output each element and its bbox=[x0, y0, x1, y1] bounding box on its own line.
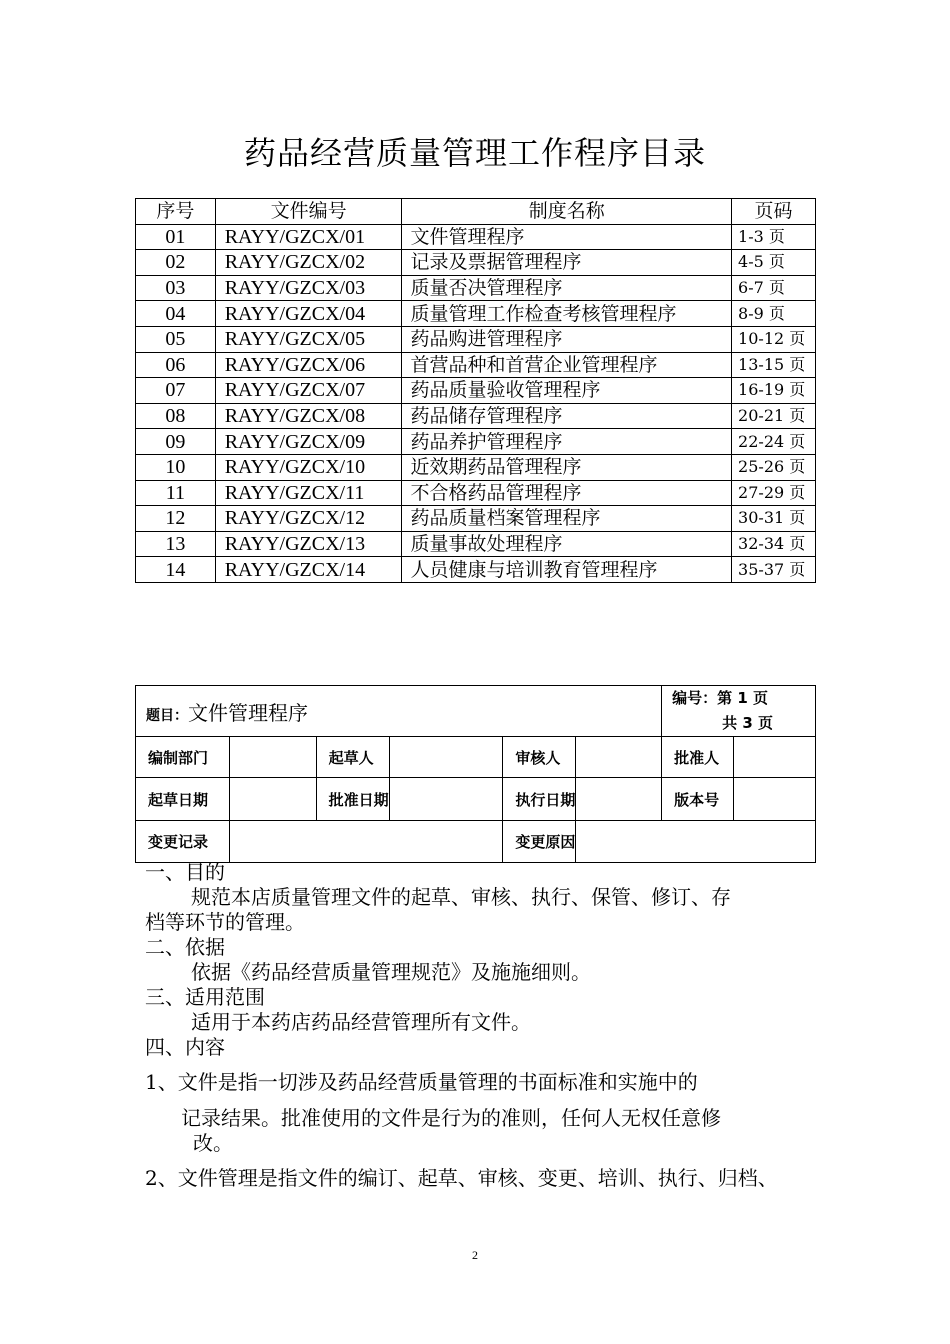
approve-date-label: 批准日期 bbox=[316, 778, 389, 821]
toc-cell-name: 不合格药品管理程序 bbox=[402, 480, 732, 506]
toc-row bbox=[136, 557, 816, 583]
toc-cell-no: 13 bbox=[136, 531, 216, 557]
serial-line-2: 共 3 页 bbox=[722, 714, 773, 732]
toc-cell-page: 35-37 页 bbox=[732, 557, 816, 583]
change-record-label: 变更记录 bbox=[136, 821, 230, 863]
toc-cell-page: 22-24 页 bbox=[732, 429, 816, 455]
subject-title: 文件管理程序 bbox=[188, 700, 308, 725]
change-reason-value bbox=[576, 821, 816, 863]
toc-header-no: 序号 bbox=[136, 199, 216, 225]
exec-date-label: 执行日期 bbox=[503, 778, 576, 821]
toc-cell-code: RAYY/GZCX/09 bbox=[215, 429, 402, 455]
drafter-value bbox=[389, 737, 503, 778]
toc-cell-name: 质量事故处理程序 bbox=[402, 531, 732, 557]
reviewer-label: 审核人 bbox=[503, 737, 576, 778]
reviewer-value bbox=[576, 737, 662, 778]
toc-header-row bbox=[136, 199, 816, 225]
toc-cell-no: 12 bbox=[136, 506, 216, 532]
drafter-label: 起草人 bbox=[316, 737, 389, 778]
toc-cell-no: 05 bbox=[136, 326, 216, 352]
toc-cell-no: 14 bbox=[136, 557, 216, 583]
page-number: 2 bbox=[472, 1248, 478, 1262]
toc-cell-no: 02 bbox=[136, 250, 216, 276]
toc-cell-page: 1-3 页 bbox=[732, 224, 816, 250]
section-basis-text: 依据《药品经营质量管理规范》及施施细则。 bbox=[191, 960, 591, 984]
approve-date-value bbox=[389, 778, 503, 821]
toc-cell-no: 06 bbox=[136, 352, 216, 378]
toc-row bbox=[136, 454, 816, 480]
section-scope-heading: 三、适用范围 bbox=[145, 985, 265, 1009]
toc-cell-name: 药品质量档案管理程序 bbox=[402, 506, 732, 532]
toc-header-code: 文件编号 bbox=[215, 199, 402, 225]
toc-cell-code: RAYY/GZCX/08 bbox=[215, 403, 402, 429]
toc-cell-name: 人员健康与培训教育管理程序 bbox=[402, 557, 732, 583]
toc-cell-no: 10 bbox=[136, 454, 216, 480]
toc-cell-page: 4-5 页 bbox=[732, 250, 816, 276]
dept-value bbox=[229, 737, 316, 778]
section-purpose-text-cont: 档等环节的管理。 bbox=[145, 910, 305, 934]
subject-cell bbox=[136, 686, 662, 737]
toc-cell-page: 20-21 页 bbox=[732, 403, 816, 429]
content-item-1-cont: 记录结果。批准使用的文件是行为的准则，任何人无权任意修 bbox=[181, 1106, 721, 1130]
toc-cell-code: RAYY/GZCX/12 bbox=[215, 506, 402, 532]
page-title: 药品经营质量管理工作程序目录 bbox=[243, 134, 706, 172]
toc-cell-no: 11 bbox=[136, 480, 216, 506]
exec-date-value bbox=[576, 778, 662, 821]
toc-row bbox=[136, 378, 816, 404]
toc-cell-no: 08 bbox=[136, 403, 216, 429]
version-label: 版本号 bbox=[662, 778, 734, 821]
toc-cell-name: 近效期药品管理程序 bbox=[402, 454, 732, 480]
subject-label: 题目： bbox=[146, 707, 188, 724]
toc-body bbox=[136, 224, 816, 582]
document-meta-table bbox=[135, 685, 816, 863]
content-item-2: 2、文件管理是指文件的编订、起草、审核、变更、培训、执行、归档、 bbox=[145, 1166, 778, 1190]
toc-cell-name: 文件管理程序 bbox=[402, 224, 732, 250]
toc-cell-no: 01 bbox=[136, 224, 216, 250]
toc-cell-page: 6-7 页 bbox=[732, 275, 816, 301]
draft-date-label: 起草日期 bbox=[136, 778, 230, 821]
toc-cell-code: RAYY/GZCX/14 bbox=[215, 557, 402, 583]
toc-cell-code: RAYY/GZCX/03 bbox=[215, 275, 402, 301]
toc-cell-code: RAYY/GZCX/10 bbox=[215, 454, 402, 480]
toc-cell-no: 07 bbox=[136, 378, 216, 404]
toc-row bbox=[136, 224, 816, 250]
toc-cell-code: RAYY/GZCX/04 bbox=[215, 301, 402, 327]
toc-cell-name: 首营品种和首营企业管理程序 bbox=[402, 352, 732, 378]
approver-value bbox=[734, 737, 816, 778]
toc-row bbox=[136, 531, 816, 557]
toc-cell-name: 药品养护管理程序 bbox=[402, 429, 732, 455]
toc-row bbox=[136, 352, 816, 378]
toc-cell-name: 药品购进管理程序 bbox=[402, 326, 732, 352]
toc-cell-no: 03 bbox=[136, 275, 216, 301]
toc-cell-page: 10-12 页 bbox=[732, 326, 816, 352]
toc-cell-code: RAYY/GZCX/11 bbox=[215, 480, 402, 506]
section-purpose-text: 规范本店质量管理文件的起草、审核、执行、保管、修订、存 bbox=[191, 885, 731, 909]
toc-cell-code: RAYY/GZCX/02 bbox=[215, 250, 402, 276]
dept-label: 编制部门 bbox=[136, 737, 230, 778]
toc-cell-page: 13-15 页 bbox=[732, 352, 816, 378]
toc-cell-page: 16-19 页 bbox=[732, 378, 816, 404]
toc-cell-code: RAYY/GZCX/07 bbox=[215, 378, 402, 404]
toc-cell-code: RAYY/GZCX/05 bbox=[215, 326, 402, 352]
toc-cell-name: 质量否决管理程序 bbox=[402, 275, 732, 301]
content-item-1-cont2: 改。 bbox=[193, 1131, 233, 1155]
serial-line-1: 编号：第 1 页 bbox=[672, 689, 768, 707]
serial-cell bbox=[662, 686, 816, 737]
section-scope-text: 适用于本药店药品经营管理所有文件。 bbox=[191, 1010, 531, 1034]
toc-table bbox=[135, 198, 816, 583]
toc-header-page: 页码 bbox=[732, 199, 816, 225]
content-item-1: 1、文件是指一切涉及药品经营质量管理的书面标准和实施中的 bbox=[145, 1070, 698, 1094]
toc-row bbox=[136, 250, 816, 276]
toc-cell-name: 药品储存管理程序 bbox=[402, 403, 732, 429]
toc-cell-code: RAYY/GZCX/13 bbox=[215, 531, 402, 557]
toc-cell-code: RAYY/GZCX/06 bbox=[215, 352, 402, 378]
approver-label: 批准人 bbox=[662, 737, 734, 778]
version-value bbox=[734, 778, 816, 821]
toc-cell-name: 质量管理工作检查考核管理程序 bbox=[402, 301, 732, 327]
document-body bbox=[145, 860, 825, 1191]
toc-cell-code: RAYY/GZCX/01 bbox=[215, 224, 402, 250]
toc-cell-no: 09 bbox=[136, 429, 216, 455]
toc-cell-page: 25-26 页 bbox=[732, 454, 816, 480]
section-purpose-heading: 一、目的 bbox=[145, 860, 225, 884]
toc-cell-page: 27-29 页 bbox=[732, 480, 816, 506]
toc-row bbox=[136, 429, 816, 455]
toc-row bbox=[136, 506, 816, 532]
toc-header-name: 制度名称 bbox=[402, 199, 732, 225]
change-reason-label: 变更原因 bbox=[503, 821, 576, 863]
toc-row bbox=[136, 480, 816, 506]
change-record-value bbox=[229, 821, 502, 863]
toc-cell-name: 药品质量验收管理程序 bbox=[402, 378, 732, 404]
toc-row bbox=[136, 326, 816, 352]
toc-row bbox=[136, 275, 816, 301]
section-basis-heading: 二、依据 bbox=[145, 935, 225, 959]
toc-cell-name: 记录及票据管理程序 bbox=[402, 250, 732, 276]
toc-cell-page: 30-31 页 bbox=[732, 506, 816, 532]
toc-cell-page: 32-34 页 bbox=[732, 531, 816, 557]
section-content-heading: 四、内容 bbox=[145, 1035, 225, 1059]
toc-row bbox=[136, 301, 816, 327]
toc-cell-page: 8-9 页 bbox=[732, 301, 816, 327]
toc-row bbox=[136, 403, 816, 429]
toc-cell-no: 04 bbox=[136, 301, 216, 327]
draft-date-value bbox=[229, 778, 316, 821]
